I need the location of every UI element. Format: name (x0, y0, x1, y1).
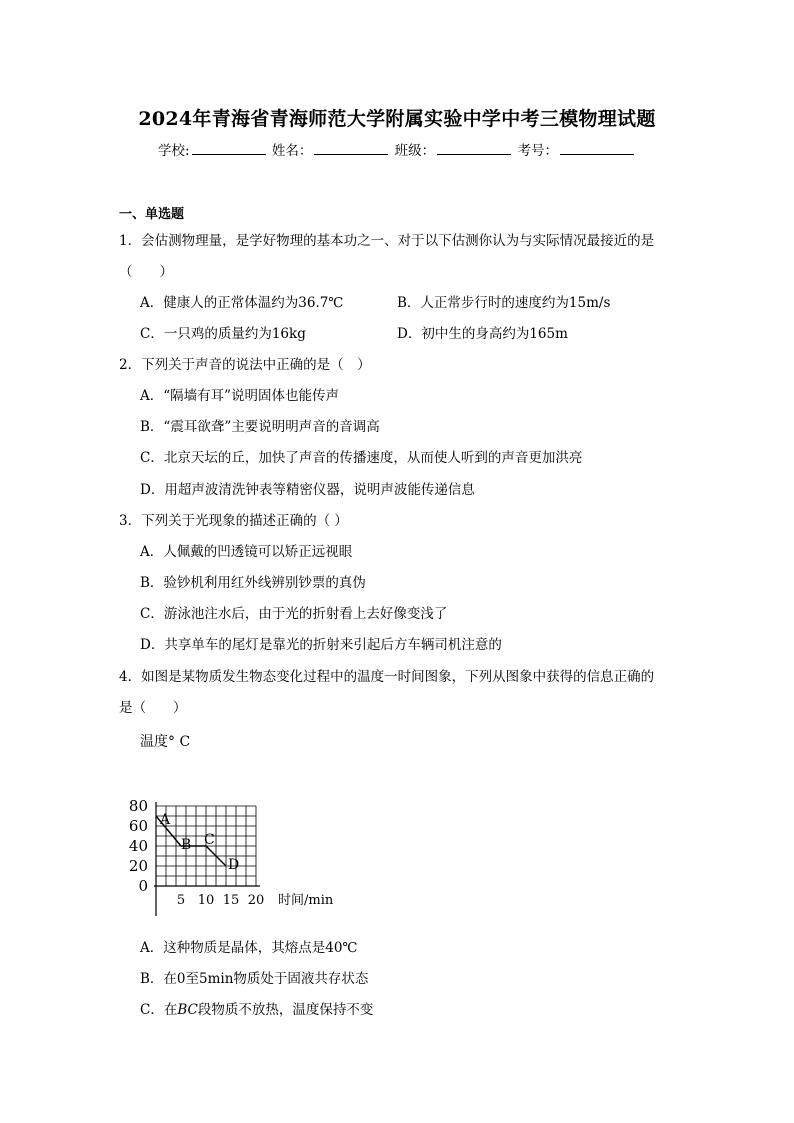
point-label-c: C (204, 832, 215, 848)
name-label: 姓名： (271, 143, 313, 159)
q2-stem: 2．下列关于声音的说法中正确的是（ ） (119, 357, 371, 373)
q4-option-c-suffix: 段物质不放热，温度保持不变 (197, 1002, 374, 1018)
q1-option-c[interactable]: C．一只鸡的质量约为16kg (140, 326, 306, 342)
chart-labels (129, 733, 334, 908)
x-tick-label: 10 (197, 893, 215, 908)
y-axis-title: 温度° C (140, 734, 191, 750)
q4-option-b[interactable]: B．在0至5min物质处于固液共存状态 (140, 971, 369, 987)
q4-stem-line1: 4．如图是某物质发生物态变化过程中的温度一时间图象，下列从图象中获得的信息正确的 (119, 669, 655, 685)
temperature-time-chart (126, 728, 366, 924)
q3-option-c[interactable]: C．游泳池注水后，由于光的折射看上去好像变浅了 (140, 606, 448, 622)
q3-option-a[interactable]: A．人佩戴的凹透镜可以矫正远视眼 (140, 544, 353, 560)
q4-option-a[interactable]: A．这种物质是晶体，其熔点是40℃ (140, 940, 358, 956)
q3-option-b[interactable]: B．验钞机利用红外线辨别钞票的真伪 (140, 575, 366, 591)
exam-title: 2024年青海省青海师范大学附属实验中学中考三模物理试题 (138, 108, 656, 130)
section-heading: 一、单选题 (119, 207, 185, 222)
q1-option-d[interactable]: D．初中生的身高约为165m (397, 326, 568, 342)
school-blank[interactable] (192, 142, 266, 155)
x-tick-label: 20 (247, 893, 265, 908)
x-axis-title: 时间/min (278, 893, 334, 908)
q2-option-b[interactable]: B．“震耳欲聋”主要说明明声音的音调高 (140, 419, 380, 435)
y-tick-label: 80 (128, 797, 148, 815)
y-tick-label: 40 (128, 837, 148, 855)
q4-option-c-prefix: C．在 (140, 1002, 178, 1018)
x-tick-label: 5 (176, 893, 186, 908)
q1-stem-line1: 1．会估测物理量，是学好物理的基本功之一、对于以下估测你认为与实际情况最接近的是 (119, 233, 655, 249)
q4-option-c-segment: BC (177, 1002, 198, 1018)
exam-no-blank[interactable] (560, 142, 634, 155)
q4-stem-line2: 是（ ） (119, 700, 187, 716)
q2-option-d[interactable]: D．用超声波清洗钟表等精密仪器，说明声波能传递信息 (140, 482, 475, 498)
q4-option-c[interactable] (140, 998, 373, 1018)
student-info-line (0, 139, 794, 159)
q3-option-d[interactable]: D．共享单车的尾灯是靠光的折射来引起后方车辆司机注意的 (140, 637, 502, 653)
point-label-d: D (228, 857, 240, 873)
class-label: 班级： (394, 143, 436, 159)
q1-option-b[interactable]: B．人正常步行时的速度约为15m/s (397, 295, 611, 311)
y-tick-label: 0 (138, 877, 148, 895)
point-label-a: A (160, 812, 171, 828)
q2-option-c[interactable]: C．北京天坛的丘，加快了声音的传播速度，从而使人听到的声音更加洪亮 (140, 450, 583, 466)
name-blank[interactable] (314, 142, 388, 155)
q2-option-a[interactable]: A．“隔墙有耳”说明固体也能传声 (140, 388, 340, 404)
q1-stem-line2: （ ） (119, 264, 173, 280)
class-blank[interactable] (437, 142, 511, 155)
x-tick-label: 15 (222, 893, 240, 908)
school-label: 学校: (158, 143, 190, 159)
exam-no-label: 考号： (517, 143, 558, 159)
q1-option-a[interactable]: A．健康人的正常体温约为36.7℃ (140, 295, 344, 311)
q3-stem: 3．下列关于光现象的描述正确的（ ） (119, 513, 348, 529)
y-tick-label: 60 (128, 817, 148, 835)
y-tick-label: 20 (128, 857, 148, 875)
point-label-b: B (181, 837, 192, 853)
